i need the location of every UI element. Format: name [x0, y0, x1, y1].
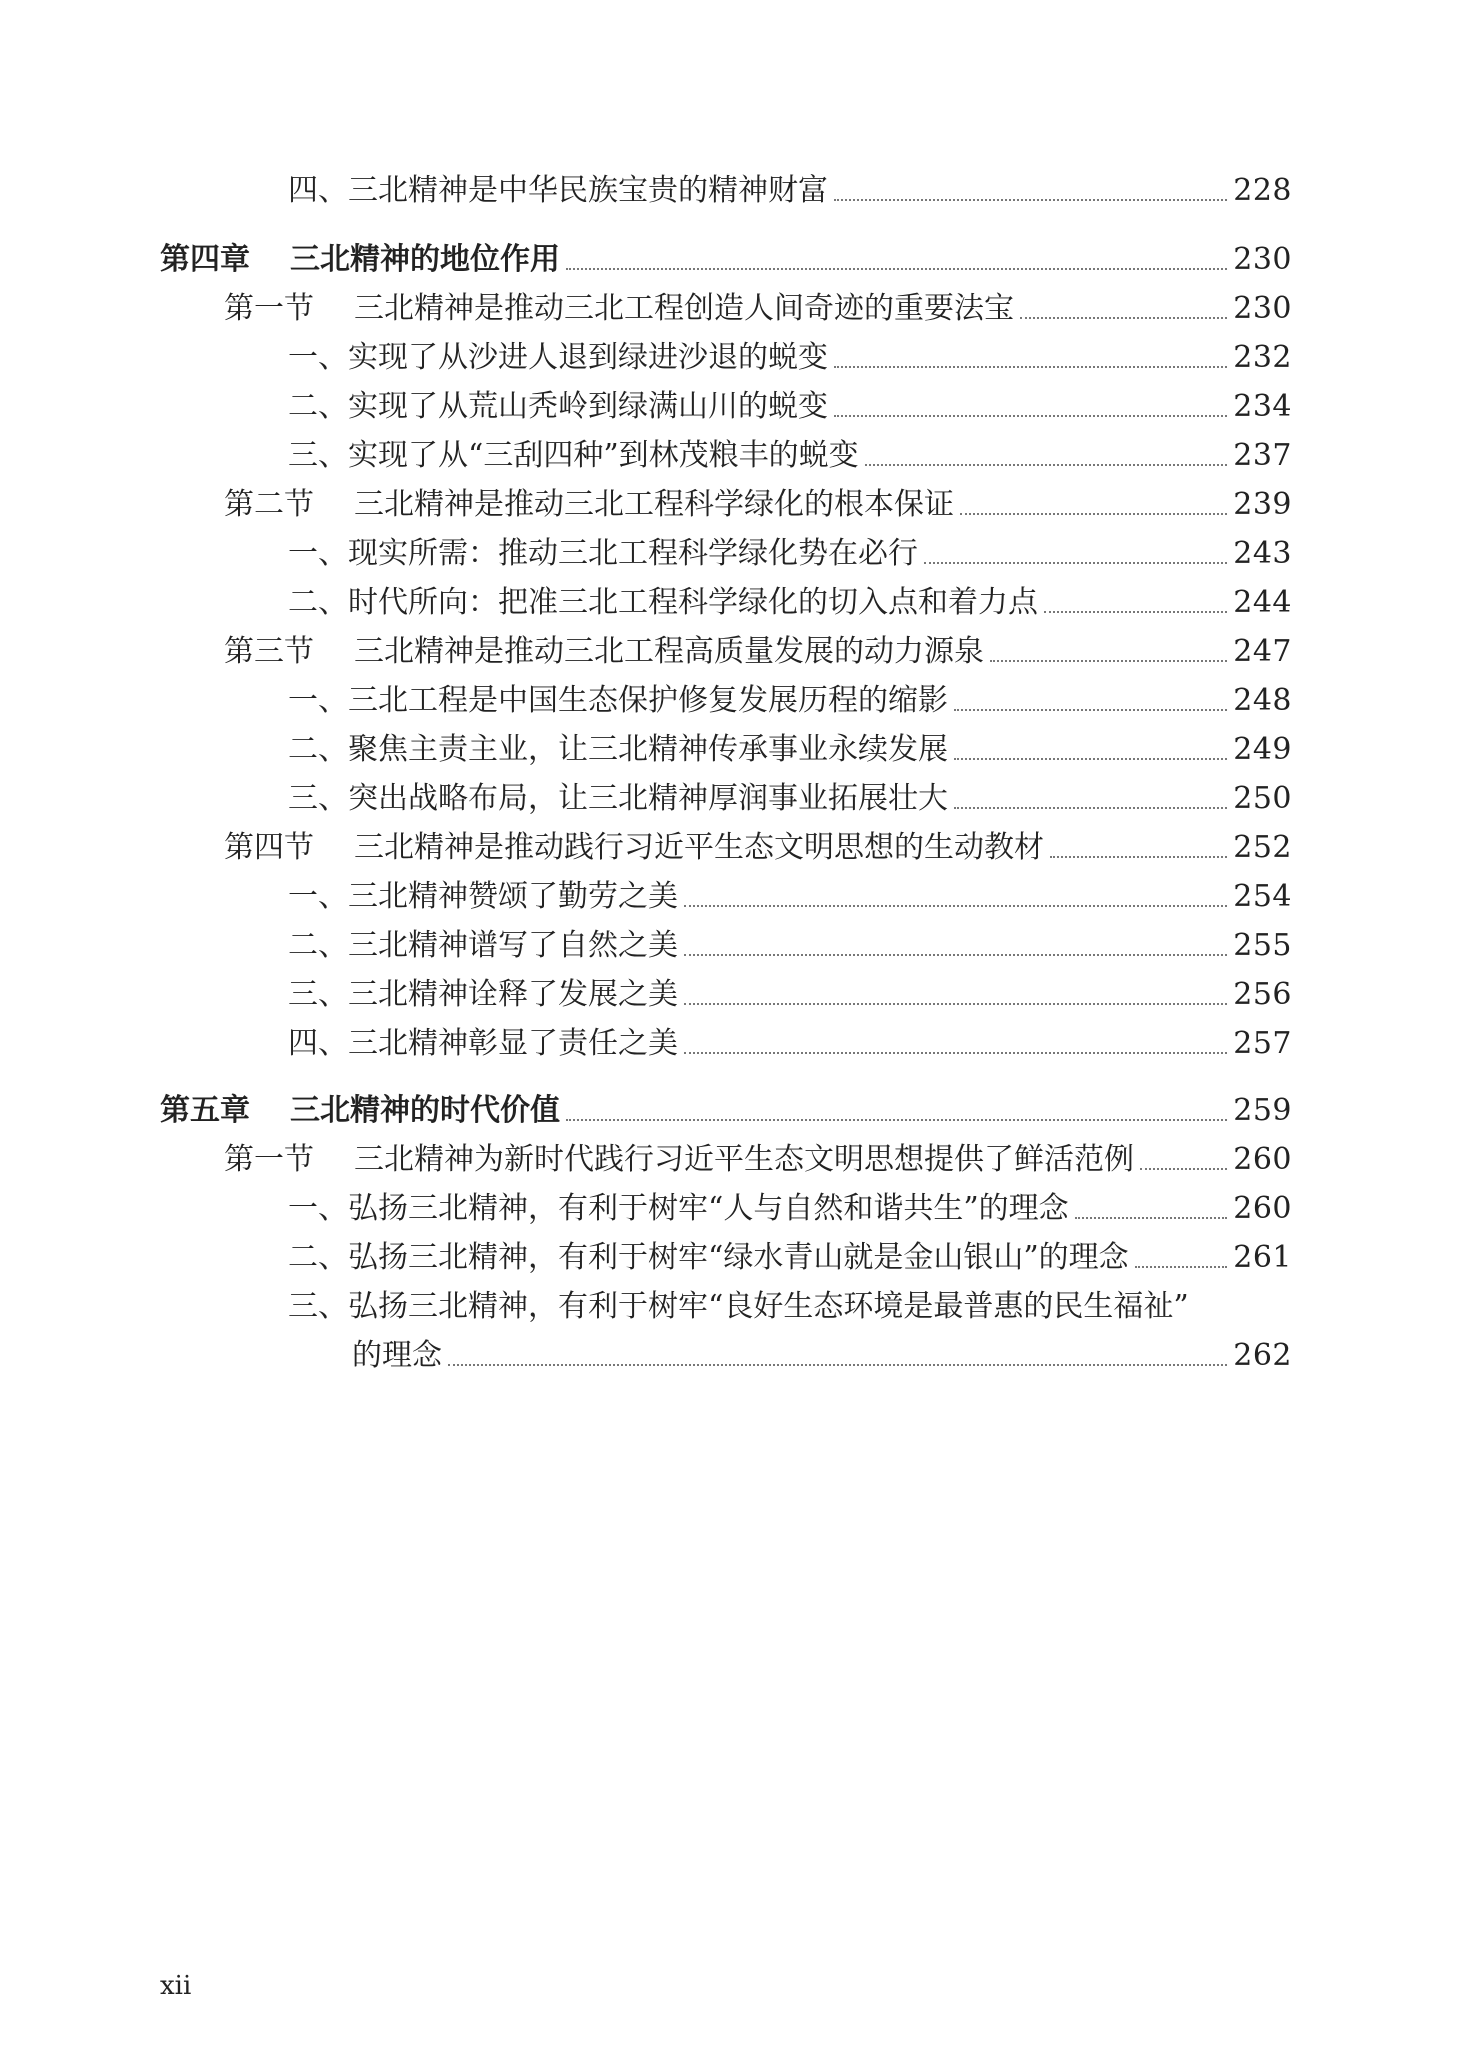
toc-section[interactable] — [0, 1135, 1457, 1185]
dot-leader — [566, 268, 1227, 270]
toc-page-number: 252 — [1233, 830, 1292, 865]
dot-leader — [1020, 317, 1227, 319]
toc-item-label: 四、 — [288, 173, 348, 208]
toc-item[interactable] — [0, 1233, 1457, 1283]
toc-section-label: 第二节 — [224, 487, 314, 522]
toc-item[interactable] — [0, 872, 1457, 922]
toc-item-title: 弘扬三北精神，有利于树牢“人与自然和谐共生”的理念 — [348, 1191, 1069, 1226]
toc-item[interactable] — [0, 333, 1457, 383]
toc-page-number: 247 — [1233, 634, 1292, 669]
toc-item-label: 二、 — [288, 928, 348, 963]
toc-page-number: 261 — [1233, 1240, 1292, 1275]
toc-item-label: 三、 — [288, 1289, 348, 1324]
toc-item-title: 三北精神谱写了自然之美 — [348, 928, 678, 963]
dot-leader — [990, 660, 1227, 662]
dot-leader — [1050, 856, 1227, 858]
toc-item-title: 三北精神是中华民族宝贵的精神财富 — [348, 173, 828, 208]
dot-leader — [448, 1364, 1227, 1366]
toc-item-continuation[interactable] — [0, 1331, 1457, 1381]
toc-section-title: 三北精神是推动三北工程科学绿化的根本保证 — [354, 487, 954, 522]
toc-section-title: 三北精神是推动三北工程高质量发展的动力源泉 — [354, 634, 984, 669]
toc-item[interactable] — [0, 970, 1457, 1020]
toc-page-number: 234 — [1233, 389, 1292, 424]
dot-leader — [566, 1119, 1227, 1121]
toc-page-number: 230 — [1233, 291, 1292, 326]
toc-item[interactable] — [0, 529, 1457, 579]
toc-item-title: 实现了从“三刮四种”到林茂粮丰的蜕变 — [348, 438, 859, 473]
toc-item-title: 三北工程是中国生态保护修复发展历程的缩影 — [348, 683, 948, 718]
toc-page-number: 249 — [1233, 732, 1292, 767]
toc-item-label: 二、 — [288, 1240, 348, 1275]
dot-leader — [834, 415, 1227, 417]
toc-page-number: 248 — [1233, 683, 1292, 718]
toc-section-label: 第一节 — [224, 291, 314, 326]
toc-item-title: 实现了从沙进人退到绿进沙退的蜕变 — [348, 340, 828, 375]
toc-item-label: 三、 — [288, 438, 348, 473]
toc-item-label: 四、 — [288, 1026, 348, 1061]
toc-page-number: 260 — [1233, 1191, 1292, 1226]
toc-page-number: 237 — [1233, 438, 1292, 473]
toc-page-number: 256 — [1233, 977, 1292, 1012]
dot-leader — [1044, 611, 1227, 613]
toc-item-label: 三、 — [288, 977, 348, 1012]
dot-leader — [684, 1052, 1227, 1054]
toc-item-label: 一、 — [288, 536, 348, 571]
toc-section[interactable] — [0, 627, 1457, 677]
dot-leader — [684, 905, 1227, 907]
toc-page-number: 250 — [1233, 781, 1292, 816]
toc-item-label: 二、 — [288, 585, 348, 620]
toc-chapter-label: 第四章 — [160, 242, 250, 277]
dot-leader — [954, 807, 1227, 809]
dot-leader — [954, 758, 1227, 760]
toc-page-number: 254 — [1233, 879, 1292, 914]
page-folio: xii — [160, 1971, 192, 2001]
toc-item-label: 一、 — [288, 683, 348, 718]
toc-page-number: 232 — [1233, 340, 1292, 375]
toc-item[interactable] — [0, 578, 1457, 628]
toc-page-number: 257 — [1233, 1026, 1292, 1061]
toc-item[interactable] — [0, 725, 1457, 775]
toc-section-label: 第一节 — [224, 1142, 314, 1177]
toc-item-label: 二、 — [288, 732, 348, 767]
toc-item-title: 时代所向：把准三北工程科学绿化的切入点和着力点 — [348, 585, 1038, 620]
toc-item[interactable] — [0, 921, 1457, 971]
toc-item-title: 的理念 — [352, 1338, 442, 1373]
toc-page-number: 243 — [1233, 536, 1292, 571]
toc-page-number: 260 — [1233, 1142, 1292, 1177]
dot-leader — [684, 954, 1227, 956]
toc-page-number: 262 — [1233, 1338, 1292, 1373]
toc-chapter[interactable] — [0, 1086, 1457, 1136]
dot-leader — [834, 366, 1227, 368]
toc-item-label: 一、 — [288, 879, 348, 914]
toc-chapter[interactable] — [0, 235, 1457, 285]
toc-item-title: 三北精神诠释了发展之美 — [348, 977, 678, 1012]
toc-page-number: 230 — [1233, 242, 1292, 277]
toc-chapter-title: 三北精神的地位作用 — [290, 242, 560, 277]
toc-item-title: 三北精神赞颂了勤劳之美 — [348, 879, 678, 914]
toc-item[interactable] — [0, 382, 1457, 432]
dot-leader — [960, 513, 1227, 515]
toc-section[interactable] — [0, 823, 1457, 873]
toc-item-label: 一、 — [288, 340, 348, 375]
toc-item-label: 二、 — [288, 389, 348, 424]
toc-item[interactable] — [0, 1184, 1457, 1234]
toc-page-number: 255 — [1233, 928, 1292, 963]
toc-page-number: 259 — [1233, 1093, 1292, 1128]
toc-item-title: 弘扬三北精神，有利于树牢“良好生态环境是最普惠的民生福祉” — [348, 1289, 1189, 1324]
toc-item-label: 一、 — [288, 1191, 348, 1226]
toc-section-title: 三北精神是推动三北工程创造人间奇迹的重要法宝 — [354, 291, 1014, 326]
toc-section[interactable] — [0, 480, 1457, 530]
toc-chapter-title: 三北精神的时代价值 — [290, 1093, 560, 1128]
toc-item[interactable] — [0, 774, 1457, 824]
toc-item[interactable] — [0, 1282, 1457, 1332]
dot-leader — [1075, 1217, 1227, 1219]
toc-section[interactable] — [0, 284, 1457, 334]
toc-item-title: 突出战略布局，让三北精神厚润事业拓展壮大 — [348, 781, 948, 816]
toc-chapter-label: 第五章 — [160, 1093, 250, 1128]
toc-section-label: 第三节 — [224, 634, 314, 669]
toc-item-label: 三、 — [288, 781, 348, 816]
toc-item-title: 三北精神彰显了责任之美 — [348, 1026, 678, 1061]
dot-leader — [834, 199, 1227, 201]
dot-leader — [1140, 1168, 1227, 1170]
toc-page-number: 244 — [1233, 585, 1292, 620]
toc-section-title: 三北精神是推动践行习近平生态文明思想的生动教材 — [354, 830, 1044, 865]
dot-leader — [954, 709, 1227, 711]
toc-item[interactable] — [0, 1019, 1457, 1069]
toc-item-title: 现实所需：推动三北工程科学绿化势在必行 — [348, 536, 918, 571]
dot-leader — [924, 562, 1227, 564]
toc-item-title: 实现了从荒山秃岭到绿满山川的蜕变 — [348, 389, 828, 424]
toc-item[interactable] — [0, 431, 1457, 481]
dot-leader — [684, 1003, 1227, 1005]
toc-page-number: 228 — [1233, 173, 1292, 208]
toc-item-title: 弘扬三北精神，有利于树牢“绿水青山就是金山银山”的理念 — [348, 1240, 1129, 1275]
toc-item[interactable] — [0, 676, 1457, 726]
dot-leader — [865, 464, 1227, 466]
toc-page-number: 239 — [1233, 487, 1292, 522]
toc-section-title: 三北精神为新时代践行习近平生态文明思想提供了鲜活范例 — [354, 1142, 1134, 1177]
dot-leader — [1135, 1266, 1227, 1268]
toc-item-title: 聚焦主责主业，让三北精神传承事业永续发展 — [348, 732, 948, 767]
toc-item[interactable] — [0, 166, 1457, 216]
toc-section-label: 第四节 — [224, 830, 314, 865]
